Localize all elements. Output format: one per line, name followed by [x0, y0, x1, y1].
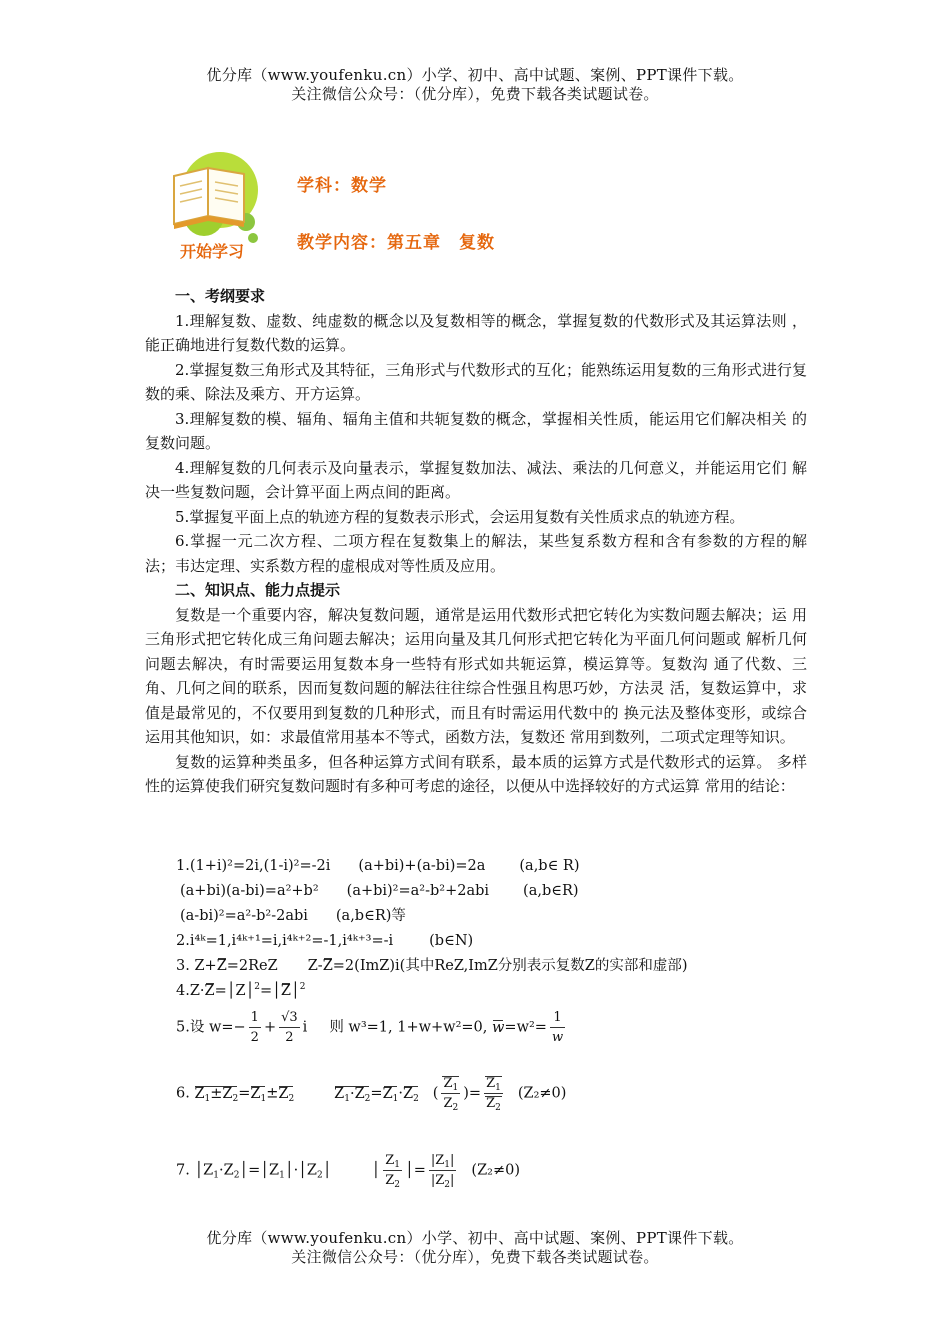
- open-book-icon: [160, 146, 264, 264]
- formula-3: 3. Z+Z=2ReZ Z-Z=2(ImZ)i(其中ReZ,ImZ分别表示复数Z的实部和虚部): [176, 958, 688, 974]
- footer-line-1: 优分库（www.youfenku.cn）小学、初中、高中试题、案例、PPT课件下载。: [206, 1229, 744, 1247]
- subject-label: 学科：数学: [297, 176, 387, 196]
- header-line-1: 优分库（www.youfenku.cn）小学、初中、高中试题、案例、PPT课件下载。: [206, 66, 744, 84]
- page-footer: [0, 1229, 950, 1267]
- teaching-content-label: 教学内容：第五章 复数: [297, 233, 495, 253]
- formula-2: 2.i⁴ᵏ=1,i⁴ᵏ⁺¹=i,i⁴ᵏ⁺²=-1,i⁴ᵏ⁺³=-i (b∈N): [176, 933, 474, 949]
- syllabus-item-2: 2.掌握复数三角形式及其特征，三角形式与代数形式的互化；能熟练运用复数的三角形式进行复数的乘、除法及乘方、开方运算。: [145, 360, 807, 403]
- page-header: [0, 66, 950, 104]
- formula-1-line-1: 1.(1+i)²=2i,(1-i)²=-2i (a+bi)+(a-bi)=2a (a,b∈ R): [176, 858, 580, 874]
- syllabus-item-6: 6.掌握一元二次方程、二项方程在复数集上的解法，某些复系数方程和含有参数的方程的解 法；韦达定理、实系数方程的虚根成对等性质及应用。: [145, 532, 807, 575]
- section-1-title: 一、考纲要求: [175, 287, 266, 305]
- section-2-title: 二、知识点、能力点提示: [175, 581, 341, 599]
- formula-4: 4.Z·Z=│Z│$^2$=│Z│$^2$: [176, 982, 306, 999]
- formula-6: 6. $Z_1\pm Z_2=Z_1\pm Z_2$ $Z_1\cdot Z_2=Z_1\cdot Z_2$ ( $\frac{Z_1}{Z_2}$ )= $\frac{Z_1}{Z_2}$ (Z₂≠0): [176, 1076, 567, 1113]
- syllabus-item-5: 5.掌握复平面上点的轨迹方程的复数表示形式，会运用复数有关性质求点的轨迹方程。: [175, 507, 745, 526]
- syllabus-item-4: 4.理解复数的几何表示及向量表示，掌握复数加法、减法、乘法的几何意义，并能运用它们 解决一些复数问题，会计算平面上两点间的距离。: [145, 458, 807, 501]
- section-2-paragraph-2: 复数的运算种类虽多，但各种运算方式间有联系，最本质的运算方式是代数形式的运算。 多样性的运算使我们研究复数问题时有多种可考虑的途径，以便从中选择较好的方式运算 常用的结论：: [145, 752, 807, 795]
- formula-5: 5.设 w=− $\frac{1}{2}$ + $\frac{√3}{2}$ i 则 w³=1, 1+w+w²=0, w=w²= $\frac{1}{w}$: [176, 1010, 564, 1045]
- syllabus-item-3: 3.理解复数的模、辐角、辐角主值和共轭复数的概念，掌握相关性质，能运用它们解决相关 的复数问题。: [145, 409, 807, 452]
- formula-7: 7. $│Z_1\cdot Z_2│=│Z_1│\cdot│Z_2│$ │ $\frac{Z_1}{Z_2}$ │= $\frac{|Z_1|}{|Z_2|}$ (Z₂≠0): [176, 1153, 520, 1190]
- footer-line-2: 关注微信公众号：（优分库），免费下载各类试题试卷。: [291, 1248, 659, 1266]
- formula-1-line-2: (a+bi)(a-bi)=a²+b² (a+bi)²=a²-b²+2abi (a,b∈R): [180, 883, 579, 899]
- logo-text: 开始学习: [179, 242, 245, 261]
- formula-1-line-3: (a-bi)²=a²-b²-2abi (a,b∈R)等: [180, 908, 406, 924]
- section-2-paragraph-1: 复数是一个重要内容，解决复数问题，通常是运用代数形式把它转化为实数问题去解决；运 用三角形式把它转化成三角问题去解决；运用向量及其几何形式把它转化为平面几何问题或 解析几何问题去解决，有时需要运用复数本身一些特有形式如共轭运算，模运算等。复数沟 通了代数、三角、几何之间的联系，因而复数问题的解法往往综合性强且构思巧妙，方法灵 活，复数运算中，求值是最常见的，不仅要用到复数的几种形式，而且有时需运用代数中的 换元法及整体变形，或综合运用其他知识，如：求最值常用基本不等式，函数方法，复数还 常用到数列，二项式定理等知识。: [145, 605, 807, 746]
- start-learning-logo: [160, 146, 264, 264]
- main-content: [145, 284, 807, 799]
- syllabus-item-1: 1.理解复数、虚数、纯虚数的概念以及复数相等的概念，掌握复数的代数形式及其运算法则 ，能正确地进行复数代数的运算。: [145, 311, 807, 354]
- header-line-2: 关注微信公众号：（优分库），免费下载各类试题试卷。: [291, 85, 659, 103]
